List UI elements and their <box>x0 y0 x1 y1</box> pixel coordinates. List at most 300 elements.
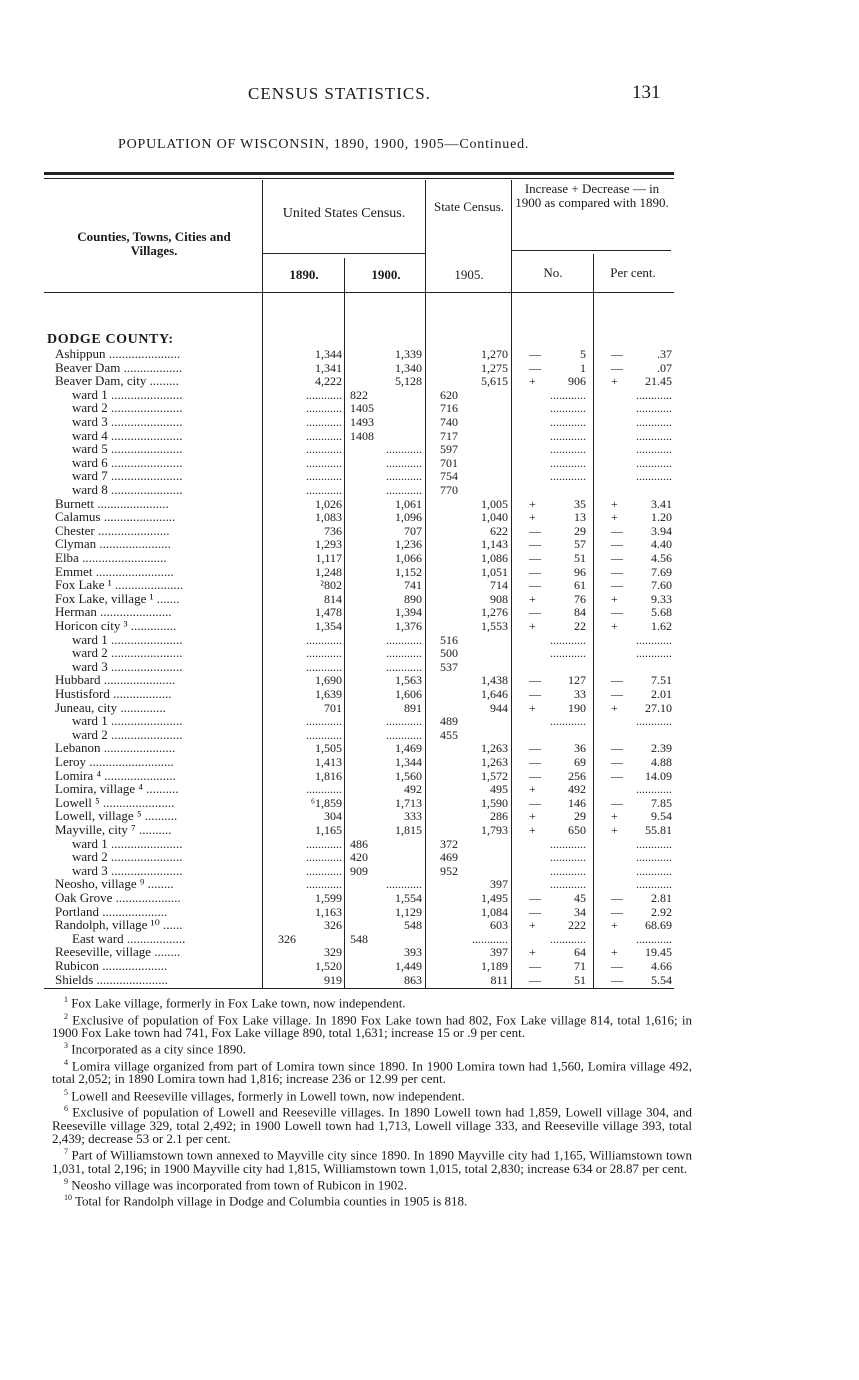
cell-1900: 1,344 <box>395 755 422 769</box>
cell-1905: 1,189 <box>481 959 508 973</box>
cell-1890: 1,026 <box>315 496 342 511</box>
cell-1905-ward: 469 <box>440 850 458 865</box>
table-row <box>0 388 859 402</box>
cell-1905: 603 <box>490 918 508 933</box>
row-label: Ashippun ...................... <box>55 347 181 361</box>
cell-no: 35 <box>574 496 586 511</box>
cell-1900: 707 <box>404 523 422 538</box>
table-row <box>0 755 859 769</box>
row-label: ward 6 ...................... <box>72 455 183 470</box>
table-row <box>0 959 859 973</box>
footnote <box>52 1175 692 1192</box>
row-label: ward 2 ...................... <box>72 646 183 661</box>
cell-percent: 9.54 <box>651 809 672 824</box>
cell-sign: — <box>529 904 541 919</box>
cell-1900: ............ <box>386 455 422 470</box>
table-row <box>0 850 859 864</box>
cell-1900-ward: 1493 <box>350 415 374 429</box>
cell-percent: 3.94 <box>651 523 672 538</box>
header-1905: 1905. <box>454 267 484 282</box>
table-row <box>0 347 859 361</box>
cell-percent-sign: — <box>611 347 623 361</box>
cell-1900: 1,713 <box>395 795 422 810</box>
cell-no: 57 <box>574 537 586 552</box>
cell-no: ............ <box>550 646 586 661</box>
cell-1890: 1,413 <box>315 755 342 769</box>
table-row <box>0 945 859 959</box>
cell-1905: 1,270 <box>481 347 508 361</box>
cell-1905: 286 <box>490 809 508 824</box>
cell-no: ............ <box>550 442 586 457</box>
cell-no: ............ <box>550 415 586 429</box>
footnote-mark: 4 <box>64 1057 68 1067</box>
cell-no: 906 <box>568 374 586 389</box>
cell-1890: ............ <box>306 863 342 878</box>
cell-1890: 4,222 <box>315 374 342 389</box>
table-row <box>0 973 859 987</box>
cell-percent: 4.66 <box>651 959 672 973</box>
cell-percent: ............ <box>636 428 672 443</box>
row-label: Beaver Dam, city ......... <box>55 374 179 389</box>
footnote-mark: 7 <box>64 1147 68 1156</box>
cell-1905: 1,572 <box>481 768 508 783</box>
cell-1890: ............ <box>306 442 342 457</box>
cell-no: ............ <box>550 714 586 729</box>
row-label: ward 1 ...................... <box>72 632 183 647</box>
cell-1890: ............ <box>306 877 342 892</box>
cell-percent: ............ <box>636 455 672 470</box>
cell-no: ............ <box>550 863 586 878</box>
cell-sign: + <box>529 823 536 837</box>
cell-no: 61 <box>574 578 586 593</box>
table-row <box>0 741 859 755</box>
cell-no: 22 <box>574 619 586 633</box>
header-names: Counties, Towns, Cities and Villages. <box>77 229 231 258</box>
row-label: ward 2 ...................... <box>72 727 183 742</box>
cell-1890: ⁶1,859 <box>310 795 342 810</box>
cell-sign: — <box>529 537 541 552</box>
row-label: ward 4 ...................... <box>72 428 183 443</box>
cell-no: 13 <box>574 510 586 525</box>
cell-1890: ............ <box>306 727 342 742</box>
table-row <box>0 864 859 878</box>
cell-1890: 1,248 <box>315 564 342 579</box>
cell-1905: 1,553 <box>481 619 508 633</box>
cell-1890: 1,520 <box>315 959 342 973</box>
footnote <box>52 1039 692 1056</box>
cell-no: 1 <box>580 360 586 375</box>
page-number: 131 <box>632 82 661 103</box>
cell-1900: ............ <box>386 727 422 742</box>
header-percent: Per cent. <box>610 265 656 280</box>
footnote <box>52 1102 692 1145</box>
cell-sign: — <box>529 741 541 756</box>
row-label: Clyman ...................... <box>55 537 171 552</box>
table-row <box>0 809 859 823</box>
cell-percent: 19.45 <box>645 945 672 960</box>
cell-percent: ............ <box>636 415 672 429</box>
cell-percent-sign: — <box>611 360 623 375</box>
cell-1905: 1,040 <box>481 510 508 525</box>
cell-1900: ............ <box>386 442 422 457</box>
cell-1890: 1,344 <box>315 347 342 361</box>
footnote-mark: 3 <box>64 1041 68 1051</box>
cell-1890: 1,117 <box>315 551 342 565</box>
cell-percent-sign: — <box>611 687 623 701</box>
cell-no: 33 <box>574 687 586 701</box>
footnote-mark: 2 <box>64 1011 68 1021</box>
cell-percent-sign: — <box>611 673 623 688</box>
cell-no: 29 <box>574 523 586 538</box>
cell-no: ............ <box>550 632 586 647</box>
cell-1890: 329 <box>324 945 342 960</box>
table-row <box>0 510 859 524</box>
header-no: No. <box>543 265 563 280</box>
row-label: Hubbard ...................... <box>55 673 176 688</box>
cell-1890: ²802 <box>320 578 342 593</box>
cell-percent-sign: + <box>611 945 618 960</box>
header-1900: 1900. <box>371 267 401 282</box>
cell-1890: 1,165 <box>315 823 342 837</box>
cell-1905: 397 <box>490 945 508 960</box>
cell-1905-ward: 500 <box>440 646 458 661</box>
cell-percent-sign: — <box>611 537 623 552</box>
cell-percent-sign: + <box>611 918 618 933</box>
cell-no: 29 <box>574 809 586 824</box>
table-row <box>0 361 859 375</box>
footnote-mark: 10 <box>64 1193 72 1203</box>
cell-percent: 2.92 <box>651 904 672 919</box>
cell-1890: ............ <box>306 455 342 470</box>
cell-1905: 1,793 <box>481 823 508 837</box>
top-rule-thin <box>44 178 674 179</box>
footnote <box>52 1056 692 1086</box>
row-label: ward 1 ...................... <box>72 387 183 402</box>
cell-1890: 701 <box>324 700 342 715</box>
table-row <box>0 646 859 660</box>
cell-1890: ............ <box>306 659 342 674</box>
row-label: Mayville, city ⁷ .......... <box>55 823 172 837</box>
cell-no: 34 <box>574 904 586 919</box>
cell-1890: 1,505 <box>315 741 342 756</box>
cell-sign: — <box>529 360 541 375</box>
cell-sign: + <box>529 591 536 606</box>
county-name: DODGE COUNTY: <box>47 333 174 347</box>
cell-percent: 3.41 <box>651 496 672 511</box>
cell-1905: 397 <box>490 877 508 892</box>
cell-percent-sign: — <box>611 795 623 810</box>
cell-percent: ............ <box>636 387 672 402</box>
cell-percent: ............ <box>636 931 672 946</box>
footnote <box>52 1010 692 1040</box>
cell-percent-sign: + <box>611 619 618 633</box>
cell-1905: 1,084 <box>481 904 508 919</box>
row-label: Beaver Dam .................. <box>55 360 183 375</box>
cell-sign: + <box>529 374 536 389</box>
row-label: Emmet ........................ <box>55 564 174 579</box>
row-label: Herman ...................... <box>55 605 172 620</box>
cell-percent-sign: — <box>611 891 623 905</box>
cell-percent: 5.68 <box>651 605 672 620</box>
cell-1905: 1,263 <box>481 741 508 756</box>
table-row <box>0 578 859 592</box>
row-label: ward 3 ...................... <box>72 415 183 429</box>
row-label: Lowell, village ⁵ .......... <box>55 809 178 824</box>
cell-sign: — <box>529 523 541 538</box>
cell-percent: 2.39 <box>651 741 672 756</box>
row-label: Horicon city ³ .............. <box>55 619 177 633</box>
cell-1905-ward: 597 <box>440 442 458 457</box>
cell-1900: ............ <box>386 469 422 484</box>
cell-percent-sign: — <box>611 959 623 973</box>
cell-1905-ward: 770 <box>440 483 458 497</box>
cell-percent: 9.33 <box>651 591 672 606</box>
table-row <box>0 701 859 715</box>
row-label: ward 5 ...................... <box>72 442 183 457</box>
cell-1900-ward: 1405 <box>350 401 374 416</box>
cell-percent-sign: — <box>611 564 623 579</box>
header-change: Increase + Decrease — in 1900 as compared with 1890. <box>515 181 669 210</box>
cell-1905-ward: 489 <box>440 714 458 729</box>
footnote-text: Fox Lake village, formerly in Fox Lake town, now independent. <box>68 995 406 1011</box>
table-row <box>0 551 859 565</box>
footnote-text: Neosho village was incorporated from town of Rubicon in 1902. <box>68 1177 408 1193</box>
cell-1900: 1,066 <box>395 551 422 565</box>
cell-1890: 814 <box>324 591 342 606</box>
header-us-census: United States Census. <box>282 206 406 221</box>
cell-sign: — <box>529 687 541 701</box>
row-label: Chester ...................... <box>55 523 170 538</box>
row-label: ward 1 ...................... <box>72 714 183 729</box>
cell-1890: ............ <box>306 469 342 484</box>
cell-1900: ............ <box>386 714 422 729</box>
footnote <box>52 993 692 1010</box>
cell-percent: ............ <box>636 646 672 661</box>
table-row <box>0 619 859 633</box>
cell-percent-sign: — <box>611 551 623 565</box>
cell-1900: ............ <box>386 632 422 647</box>
footnote-mark: 5 <box>64 1087 68 1097</box>
cell-1905: 1,086 <box>481 551 508 565</box>
cell-1900: 1,152 <box>395 564 422 579</box>
footnote-mark: 6 <box>64 1104 68 1114</box>
cell-sign: + <box>529 782 536 797</box>
cell-1890: ............ <box>306 428 342 443</box>
cell-no: 256 <box>568 768 586 783</box>
row-label: Randolph, village ¹⁰ ...... <box>55 918 183 933</box>
cell-no: 190 <box>568 700 586 715</box>
cell-1905: 1,051 <box>481 564 508 579</box>
header-bottom-rule <box>44 292 674 293</box>
cell-percent: ............ <box>636 401 672 416</box>
cell-1905: 1,143 <box>481 537 508 552</box>
table-row <box>0 524 859 538</box>
cell-1900-ward: 486 <box>350 836 368 851</box>
cell-1905-ward: 516 <box>440 632 458 647</box>
cell-1900: 890 <box>404 591 422 606</box>
cell-percent-sign: + <box>611 809 618 824</box>
table-row <box>0 415 859 429</box>
cell-no: 36 <box>574 741 586 756</box>
footnote-text: Incorporated as a city since 1890. <box>68 1041 246 1057</box>
table-row <box>0 837 859 851</box>
cell-no: ............ <box>550 469 586 484</box>
row-label: Lebanon ...................... <box>55 741 176 756</box>
cell-1890: ............ <box>306 850 342 865</box>
table-row <box>0 918 859 932</box>
cell-1905-ward: 740 <box>440 415 458 429</box>
cell-percent: 7.60 <box>651 578 672 593</box>
cell-1890: 1,478 <box>315 605 342 620</box>
cell-no: 64 <box>574 945 586 960</box>
cell-1900: ............ <box>386 483 422 497</box>
cell-percent: 7.85 <box>651 795 672 810</box>
cell-1900: 1,606 <box>395 687 422 701</box>
cell-1900: 1,129 <box>395 904 422 919</box>
cell-percent: ............ <box>636 863 672 878</box>
row-label: Lowell ⁵ ...................... <box>55 795 175 810</box>
cell-percent-sign: — <box>611 578 623 593</box>
cell-no: ............ <box>550 836 586 851</box>
table-row <box>0 891 859 905</box>
cell-1905: 944 <box>490 700 508 715</box>
cell-no: ............ <box>550 877 586 892</box>
cell-sign: — <box>529 673 541 688</box>
cell-percent-sign: + <box>611 700 618 715</box>
cell-1905: ............ <box>472 931 508 946</box>
cell-1890: ............ <box>306 483 342 497</box>
cell-1900: 1,554 <box>395 891 422 905</box>
cell-1905-ward: 537 <box>440 659 458 674</box>
table-row <box>0 728 859 742</box>
cell-no: 71 <box>574 959 586 973</box>
cell-percent-sign: — <box>611 768 623 783</box>
row-label: Neosho, village ⁹ ........ <box>55 877 174 892</box>
cell-no: 51 <box>574 551 586 565</box>
cell-no: 222 <box>568 918 586 933</box>
cell-percent: 27.10 <box>645 700 672 715</box>
cell-percent: .37 <box>657 347 672 361</box>
cell-percent: 5.54 <box>651 972 672 987</box>
cell-sign: + <box>529 809 536 824</box>
cell-percent-sign: — <box>611 741 623 756</box>
cell-percent: 4.56 <box>651 551 672 565</box>
running-title: CENSUS STATISTICS. <box>248 84 431 103</box>
cell-1890: ............ <box>306 401 342 416</box>
cell-1905-ward: 717 <box>440 428 458 443</box>
cell-1905: 1,646 <box>481 687 508 701</box>
cell-no: 69 <box>574 755 586 769</box>
cell-percent: 2.81 <box>651 891 672 905</box>
top-rule <box>44 172 674 175</box>
footnote-text: Lowell and Reeseville villages, formerly in Lowell town, now independent. <box>68 1087 465 1103</box>
cell-no: 45 <box>574 891 586 905</box>
row-label: Reeseville, village ........ <box>55 945 181 960</box>
table-row <box>0 605 859 619</box>
cell-sign: + <box>529 510 536 525</box>
table-row <box>0 537 859 551</box>
table-row <box>0 687 859 701</box>
cell-1890: 1,639 <box>315 687 342 701</box>
cell-percent: 4.88 <box>651 755 672 769</box>
cell-1905: 1,590 <box>481 795 508 810</box>
table-row <box>0 714 859 728</box>
cell-1905: 714 <box>490 578 508 593</box>
cell-sign: — <box>529 959 541 973</box>
cell-percent-sign: + <box>611 510 618 525</box>
row-label: Shields ...................... <box>55 972 169 987</box>
cell-1905: 1,005 <box>481 496 508 511</box>
cell-percent: ............ <box>636 442 672 457</box>
cell-percent: 7.69 <box>651 564 672 579</box>
row-label: Lomira, village ⁴ .......... <box>55 782 179 797</box>
footnote-text: Total for Randolph village in Dodge and Columbia counties in 1905 is 818. <box>72 1193 468 1209</box>
cell-1900: 1,376 <box>395 619 422 633</box>
row-label: Fox Lake ¹ ..................... <box>55 578 184 593</box>
cell-1890: ............ <box>306 782 342 797</box>
cell-1890: 1,163 <box>315 904 342 919</box>
cell-1905: 1,263 <box>481 755 508 769</box>
cell-1905-ward: 372 <box>440 836 458 851</box>
cell-1905: 495 <box>490 782 508 797</box>
cell-percent-sign: — <box>611 523 623 538</box>
cell-sign: — <box>529 972 541 987</box>
row-label: ward 3 ...................... <box>72 863 183 878</box>
cell-sign: — <box>529 564 541 579</box>
table-row <box>0 905 859 919</box>
cell-percent: 21.45 <box>645 374 672 389</box>
table-row <box>0 877 859 891</box>
cell-no: ............ <box>550 455 586 470</box>
table-row <box>0 592 859 606</box>
cell-1900: ............ <box>386 659 422 674</box>
cell-no: 127 <box>568 673 586 688</box>
table-row <box>0 483 859 497</box>
row-label: Rubicon .................... <box>55 959 168 973</box>
header-1890: 1890. <box>289 267 319 282</box>
us-census-rule <box>262 253 425 254</box>
footnotes <box>52 993 692 1208</box>
table-row <box>0 401 859 415</box>
footnote-mark: 9 <box>64 1176 68 1186</box>
cell-1905-ward: 701 <box>440 455 458 470</box>
cell-1905: 811 <box>490 972 508 987</box>
cell-1900-ward: 822 <box>350 387 368 402</box>
footnote-mark: 1 <box>64 995 68 1004</box>
table-row <box>0 469 859 483</box>
cell-1890: 326 <box>324 918 342 933</box>
cell-no: 76 <box>574 591 586 606</box>
cell-percent: ............ <box>636 850 672 865</box>
row-label: Oak Grove .................... <box>55 891 181 905</box>
cell-percent: 1.20 <box>651 510 672 525</box>
cell-percent: 1.62 <box>651 619 672 633</box>
cell-1905: 1,495 <box>481 891 508 905</box>
cell-1900-ward: 420 <box>350 850 368 865</box>
cell-1900: 492 <box>404 782 422 797</box>
table-row <box>0 456 859 470</box>
table-row <box>0 429 859 443</box>
cell-sign: — <box>529 755 541 769</box>
cell-percent-sign: — <box>611 904 623 919</box>
row-label: East ward .................. <box>72 931 186 946</box>
row-label: ward 1 ...................... <box>72 836 183 851</box>
change-rule <box>511 250 671 251</box>
cell-1905-ward: 716 <box>440 401 458 416</box>
cell-sign: — <box>529 551 541 565</box>
footnote-text: Exclusive of population of Lowell and Reeseville villages. In 1890 Lowell town had 1,859, Lowell village 304, and Reeseville village 329, total 2,492; in 1900 Lowell town had 1,713, Lowell village 333, and Reeseville village 393, total 2,439; decrease 53 or 2.1 per cent. <box>52 1104 692 1146</box>
cell-1890-ward: 326 <box>278 931 296 946</box>
